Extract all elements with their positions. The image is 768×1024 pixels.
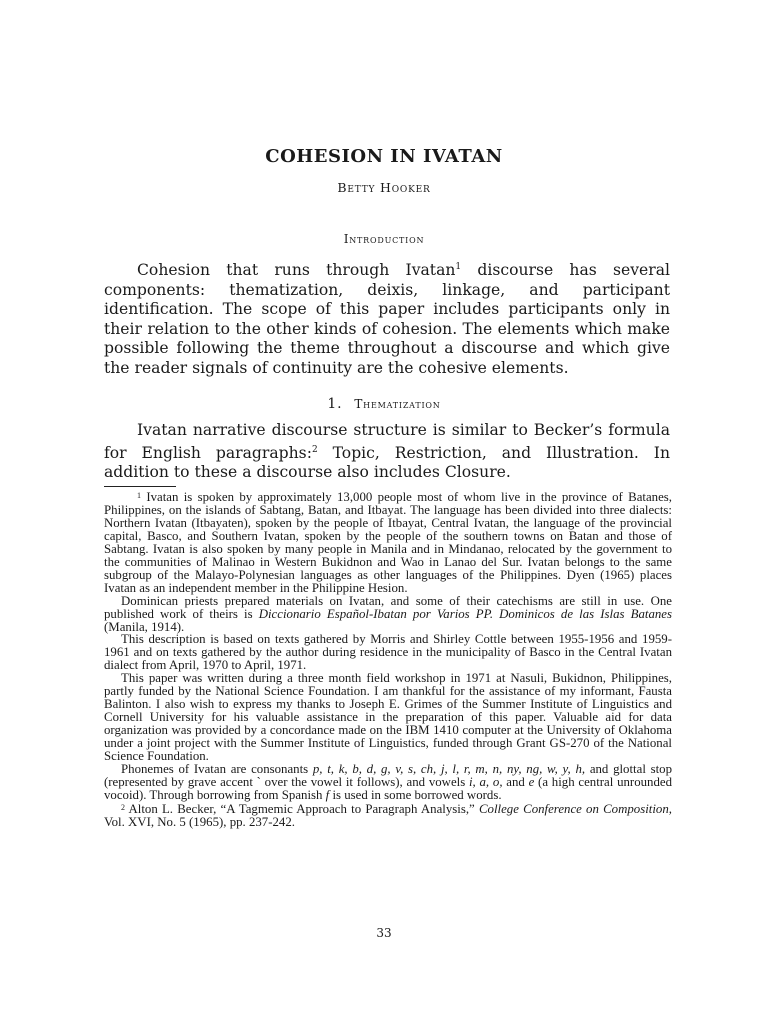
phonemes-e: e: [528, 774, 535, 789]
footnote-2-text-b: Vol. XVI, No. 5 (1965), pp. 237-242.: [104, 814, 295, 829]
footnote-dominican: [104, 595, 672, 634]
thematization-paragraph: [104, 421, 670, 483]
dominican-text-b: (Manila, 1914).: [104, 619, 185, 634]
phonemes-f: f: [325, 787, 330, 802]
section-1-title: Thematization: [354, 397, 441, 411]
phonemes-t2: and glottal stop (represented by grave accent ` over the vowel it follows), and vowels: [104, 762, 672, 789]
footnote-description: This description is based on texts gathered by Morris and Shirley Cottle between 1955-1956 and 1959-1961 and on texts gathered by the author during residence in the municipality of Basco in the Central Ivatan dialect from April, 1970 to April, 1971.: [104, 632, 672, 673]
introduction-heading: Introduction: [343, 232, 425, 246]
dominican-text-a: Dominican priests prepared materials on Ivatan, and some of their catechisms are still in use. One published work of theirs is: [104, 593, 672, 621]
phonemes-t5: is used in some borrowed words.: [329, 787, 502, 802]
section-1-heading: [0, 396, 768, 412]
footnotes: [104, 490, 672, 829]
dictionary-title: Diccionario Español-Ibatan por Varios PP. Dominicos de las Islas Batanes: [258, 606, 672, 621]
footnote-2-text-a: Alton L. Becker, “A Tagmemic Approach to Paragraph Analysis,”: [125, 801, 479, 816]
introduction-paragraph: [104, 258, 670, 379]
footnote-separator: [104, 486, 176, 487]
phonemes-t1: Phonemes of Ivatan are consonants: [121, 762, 313, 777]
thematization-text-b: Topic, Restriction, and Illustration. In addition to these a discourse also includes Closure.: [104, 443, 670, 482]
phonemes-vowels: i, a, o,: [468, 774, 503, 789]
footnote-1-text: Ivatan is spoken by approximately 13,000 people most of whom live in the province of Batanes, Philippines, on the islands of Sabtang, Batan, and Itbayat. The language has been divided into three dialects: Northern Ivatan (Itbayaten), spoken by the people of Itbayat, Central Ivatan, the language of the provincial capital, Basco, and Southern Ivatan, spoken by the people of the southern towns on Batan and those of Sabtang. Ivatan is also spoken by many people in Manila and in Mindanao, relocated by the government to the communities of Malinao in Western Bukidnon and Wao in Lanao del Sur. Ivatan belongs to the same subgroup of the Malayo-Polynesian languages as other languages of the Philippines. Dyen (1965) places Ivatan as an independent member in the Philippine Hesion.: [104, 490, 672, 595]
phonemes-t4: (a high central unrounded vocoid). Through borrowing from Spanish: [104, 774, 673, 802]
intro-text-a: Cohesion that runs through Ivatan: [137, 261, 456, 279]
article-title: COHESION IN IVATAN: [265, 146, 503, 167]
footnote-2: [104, 802, 672, 829]
intro-text-b: discourse has several components: thematization, deixis, linkage, and participant identification. The scope of this paper includes participants only in their relation to the other kinds of cohesion. The elements which make possible following the theme throughout a discourse and which give the reader signals of continuity are the cohesive elements.: [104, 261, 670, 377]
section-1-number: 1.: [327, 396, 343, 412]
footnote-1-mark: 1: [137, 491, 141, 500]
footnote-ref-1: 1: [455, 262, 462, 272]
journal-title: College Conference on Composition,: [478, 801, 672, 816]
thematization-text-a: Ivatan narrative discourse structure is similar to Becker’s formula for English paragraphs:: [104, 421, 670, 462]
footnote-phonemes: [104, 763, 672, 802]
phonemes-consonants: p, t, k, b, d, g, v, s, ch, j, l, r, m, n, ny, ng, w, y, h,: [312, 762, 586, 777]
footnote-ref-2: 2: [311, 444, 318, 455]
article-author: Betty Hooker: [337, 180, 431, 195]
phonemes-t3: and: [502, 774, 529, 789]
page-number: 33: [376, 926, 392, 940]
footnote-workshop: This paper was written during a three month field workshop in 1971 at Nasuli, Bukidnon, Philippines, partly funded by the National Science Foundation. I am thankful for the assistance of my informant, Fausta Balinton. I also wish to express my thanks to Joseph E. Grimes of the Summer Institute of Linguistics and Cornell University for his valuable assistance in the preparation of this paper. Valuable aid for data organization was provided by a concordance made on the IBM 1410 computer at the University of Oklahoma under a joint project with the Summer Institute of Linguistics, funded through Grant GS-270 of the National Science Foundation.: [104, 671, 672, 764]
footnote-1: [104, 490, 672, 595]
footnote-2-mark: 2: [121, 802, 125, 812]
